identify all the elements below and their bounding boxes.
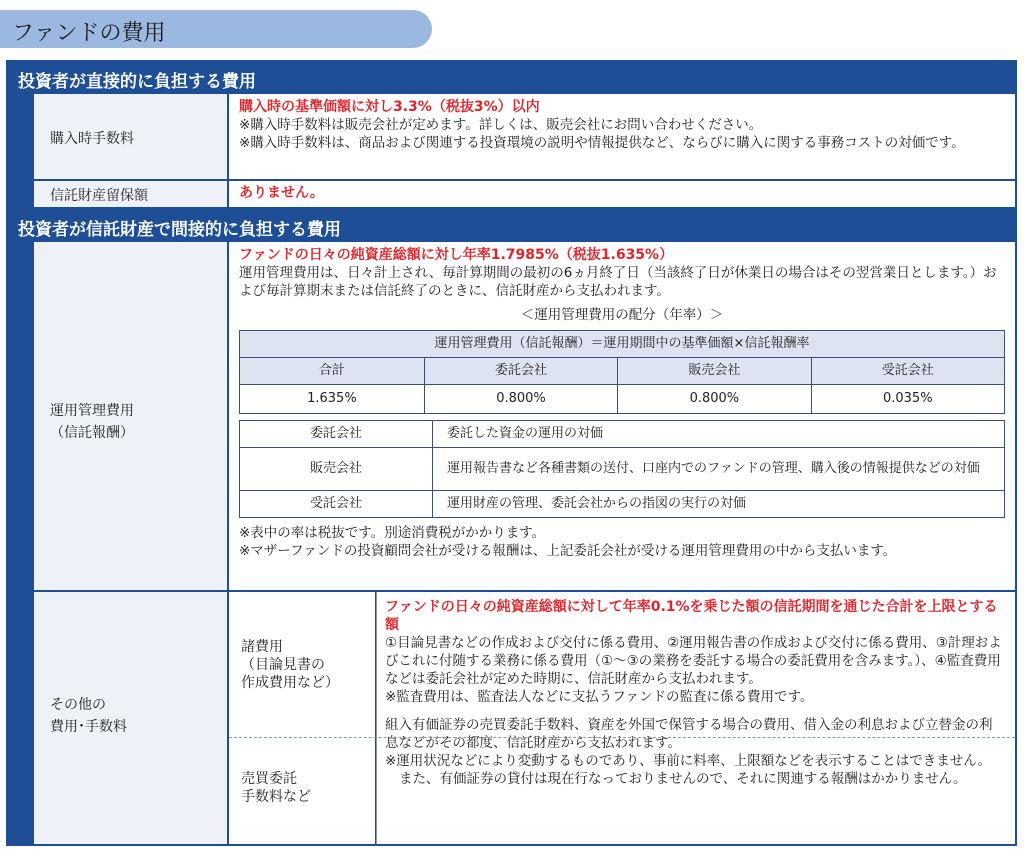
- allocation-table-title: ＜運用管理費用の配分（年率）＞: [520, 307, 724, 323]
- management-note-2: ※マザーファンドの投資顧問会社が受ける報酬は、上記委託会社が受ける運用管理費用の中から支払います。: [239, 543, 897, 559]
- role-desc: 運用報告書など各種書類の送付、口座内でのファンドの管理、購入後の情報提供などの対価: [433, 448, 1005, 491]
- allocation-formula: 運用管理費用（信託報酬）＝運用期間中の基準価額×信託報酬率: [240, 331, 1005, 358]
- role-party: 販売会社: [240, 448, 433, 491]
- role-party: 受託会社: [240, 491, 433, 518]
- retention-label: 信託財産留保額: [50, 188, 148, 204]
- trading-fee-label: 売買委託: [241, 771, 297, 787]
- purchase-fee-label: 購入時手数料: [50, 131, 134, 147]
- management-fee-sublabel: （信託報酬）: [50, 425, 134, 441]
- section-indirect-header: [6, 210, 1017, 240]
- misc-fee-label: 諸費用: [241, 639, 283, 655]
- management-note-1: ※表中の率は税抜です。別途消費税がかかります。: [239, 525, 546, 541]
- header-total: 合計: [240, 358, 425, 385]
- header-trustee: 受託会社: [811, 358, 1004, 385]
- page-title-tab: [0, 10, 432, 48]
- rate-trustee: 0.035%: [811, 385, 1004, 414]
- purchase-fee-label-cell: [34, 94, 227, 179]
- misc-fee-highlight: ファンドの日々の純資産総額に対して年率0.1%を乗じた額の信託期間を通じた合計を上限とする額: [385, 599, 998, 633]
- misc-fee-label-3: 作成費用など）: [241, 675, 339, 691]
- purchase-fee-note-2: ※購入時手数料は、商品および関連する投資環境の説明や情報提供など、ならびに購入に関する事務コストの対価です。: [239, 135, 965, 151]
- allocation-rate-table: [239, 330, 1005, 414]
- trading-fee-note: ※運用状況などにより変動するものであり、事前に料率、上限額などを表示することはできません。また、有価証券の貸付は現在行なっておりませんので、それに関連する報酬はかかりません。: [385, 753, 992, 787]
- role-desc: 運用財産の管理、委託会社からの指図の実行の対価: [433, 491, 1005, 518]
- misc-fee-note: ※監査費用は、監査法人などに支払うファンドの監査に係る費用です。: [385, 689, 814, 705]
- page-title: ファンドの費用: [12, 21, 166, 46]
- header-trustor: 委託会社: [424, 358, 617, 385]
- trading-fee-description: 組入有価証券の売買委託手数料、資産を外国で保管する場合の費用、借入金の利息および立替金の利息などがその都度、信託財産から支払われます。: [385, 717, 993, 751]
- misc-fee-description: ①目論見書などの作成および交付に係る費用、②運用報告書の作成および交付に係る費用、③計理およびこれに付随する業務に係る費用（①～③の業務を委託する場合の委託費用を含みます。）、④監査費用などは委託会社が定めた時期に、信託財産から支払われます。: [385, 635, 1002, 687]
- section-direct-title: 投資者が直接的に負担する費用: [18, 72, 256, 92]
- table-row: [240, 421, 1005, 448]
- rate-distributor: 0.800%: [618, 385, 811, 414]
- rate-total: 1.635%: [240, 385, 425, 414]
- table-row: [240, 491, 1005, 518]
- purchase-fee-highlight: 購入時の基準価額に対し3.3%（税抜3%）以内: [239, 99, 540, 115]
- management-fee-label: 運用管理費用: [50, 403, 134, 419]
- role-desc: 委託した資金の運用の対価: [433, 421, 1005, 448]
- sub-row-divider: [229, 737, 1015, 738]
- retention-label-cell: [34, 181, 227, 207]
- other-fees-sub-label-column: [229, 592, 375, 844]
- header-distributor: 販売会社: [618, 358, 811, 385]
- misc-fee-label-2: （目論見書の: [241, 657, 325, 673]
- retention-value: ありません。: [239, 185, 324, 201]
- other-fees-sublabel: 費用･手数料: [50, 719, 127, 735]
- management-fee-label-cell: [34, 242, 227, 590]
- role-party: 委託会社: [240, 421, 433, 448]
- purchase-fee-note-1: ※購入時手数料は販売会社が定めます。詳しくは、販売会社にお問い合わせください。: [239, 117, 763, 133]
- table-row: [240, 448, 1005, 491]
- section-indirect-title: 投資者が信託財産で間接的に負担する費用: [18, 220, 341, 240]
- management-fee-value-cell: [229, 242, 1015, 590]
- other-fees-label-cell: [34, 592, 227, 844]
- management-fee-highlight: ファンドの日々の純資産総額に対し年率1.7985%（税抜1.635%）: [239, 247, 674, 263]
- retention-value-cell: [229, 181, 1015, 207]
- management-fee-description: 運用管理費用は、日々計上され、毎計算期間の最初の6ヵ月終了日（当該終了日が休業日の場合はその翌営業日とします。）および毎計算期末または信託終了のときに、信託財産から支払われます。: [239, 265, 997, 299]
- allocation-role-table: [239, 420, 1005, 518]
- other-fees-value-cell: [377, 592, 1015, 844]
- purchase-fee-value-cell: [229, 94, 1015, 179]
- rate-trustor: 0.800%: [424, 385, 617, 414]
- other-fees-label: その他の: [50, 697, 106, 713]
- trading-fee-label-2: 手数料など: [241, 789, 311, 805]
- section-direct-header: [6, 62, 1017, 92]
